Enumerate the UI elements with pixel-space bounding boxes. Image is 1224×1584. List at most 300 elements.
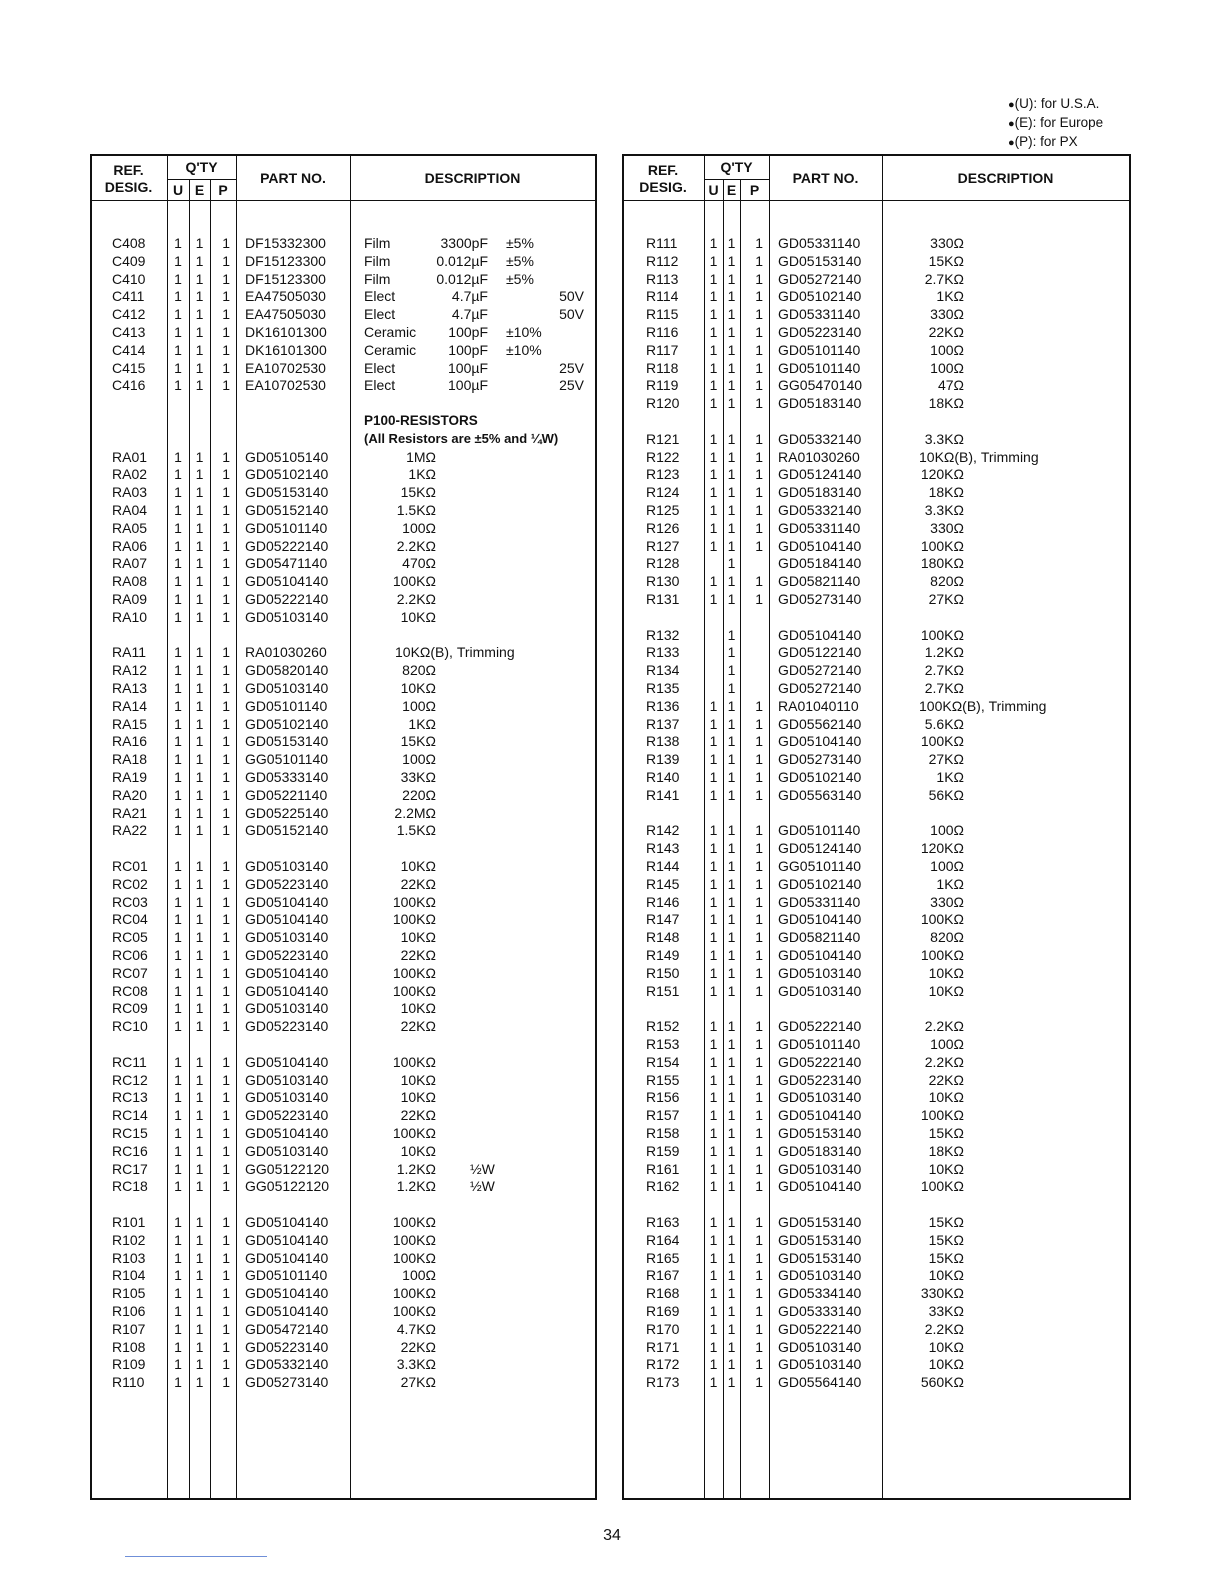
qty-px: 1	[755, 359, 763, 376]
qty-europe: 1	[727, 288, 736, 305]
region-legend	[1008, 95, 1103, 152]
qty-px: 1	[222, 1356, 230, 1373]
description-value: 100Ω	[402, 1267, 436, 1284]
qty-px: 1	[222, 662, 230, 679]
table-row	[92, 483, 595, 501]
ref-designation: R105	[112, 1285, 146, 1302]
qty-europe: 1	[727, 982, 736, 999]
part-number: GD05103140	[778, 1160, 862, 1177]
description-value: 5.6KΩ	[924, 715, 964, 732]
part-number: RA01030260	[245, 644, 327, 661]
section-note: (All Resistors are ±5% and ¼W)	[364, 430, 559, 446]
qty-usa: 1	[174, 1000, 182, 1017]
description-value: 2.7KΩ	[924, 680, 964, 696]
description-value: 1KΩ	[936, 288, 964, 305]
qty-europe: 1	[727, 1320, 736, 1337]
description-value: 120KΩ	[920, 466, 964, 483]
qty-europe: 1	[727, 1036, 736, 1052]
table-row	[624, 661, 1129, 679]
qty-europe: 1	[727, 573, 736, 590]
table-row	[92, 1355, 595, 1373]
header-desig: DESIG.	[104, 179, 153, 195]
header-divider	[624, 200, 1129, 201]
description-value: 10KΩ	[400, 929, 436, 946]
qty-europe: 1	[195, 1125, 204, 1141]
qty-usa: 1	[174, 769, 182, 785]
part-number: EA10702530	[245, 377, 326, 394]
table-row	[624, 839, 1129, 857]
qty-px: 1	[222, 608, 230, 625]
table-row	[92, 1053, 595, 1071]
qty-europe: 1	[195, 1303, 204, 1319]
description-tolerance: ±10%	[506, 341, 542, 358]
table-row	[624, 359, 1129, 377]
part-number: GD05152140	[245, 502, 329, 518]
part-number: GD05103140	[778, 964, 862, 981]
qty-europe: 1	[195, 680, 204, 696]
part-number: GD05103140	[778, 1089, 862, 1106]
table-row	[624, 821, 1129, 839]
part-number: GD05102140	[245, 715, 329, 732]
description-voltage: 25V	[559, 359, 584, 376]
ref-designation: R170	[646, 1320, 680, 1337]
qty-europe: 1	[195, 484, 204, 501]
table-row	[92, 1088, 595, 1106]
footer-rule	[125, 1556, 267, 1557]
qty-europe: 1	[195, 1231, 204, 1248]
table-row	[92, 252, 595, 270]
table-row	[92, 287, 595, 305]
qty-px: 1	[755, 591, 763, 607]
table-row	[92, 732, 595, 750]
table-row	[624, 679, 1129, 697]
ref-designation: RA05	[112, 519, 148, 536]
part-number: GD05222140	[778, 1320, 862, 1337]
qty-usa: 1	[174, 235, 182, 251]
qty-px: 1	[755, 1107, 763, 1124]
qty-usa: 1	[174, 1338, 182, 1355]
description-value: 100KΩ	[392, 1125, 436, 1141]
description-value: 10KΩ	[928, 1267, 964, 1284]
part-number: GD05104140	[245, 1285, 329, 1302]
table-row	[92, 1231, 595, 1249]
part-number: EA47505030	[245, 306, 326, 323]
qty-px: 1	[222, 1285, 230, 1302]
qty-europe: 1	[727, 929, 736, 946]
qty-usa: 1	[174, 662, 182, 679]
table-row	[92, 875, 595, 893]
header-qty: Q'TY	[720, 159, 753, 175]
legend-usa: ● (U): for U.S.A.	[1008, 95, 1103, 114]
qty-usa: 1	[174, 270, 182, 287]
qty-px: 1	[755, 395, 763, 412]
qty-usa: 1	[174, 1356, 182, 1373]
ref-designation: R118	[646, 359, 679, 376]
ref-designation: R134	[646, 662, 680, 679]
qty-europe: 1	[195, 822, 204, 839]
qty-px: 1	[755, 1231, 763, 1248]
ref-designation: RA09	[112, 591, 148, 607]
qty-usa: 1	[174, 555, 182, 572]
qty-px: 1	[222, 1249, 230, 1266]
table-row	[624, 572, 1129, 590]
ref-designation: R133	[646, 644, 680, 661]
ref-designation: R104	[112, 1267, 146, 1284]
description-value: 27KΩ	[928, 751, 964, 768]
description-voltage: 50V	[559, 306, 584, 323]
qty-usa: 1	[709, 573, 718, 590]
qty-usa: 1	[709, 1231, 718, 1248]
header-e: E	[194, 182, 205, 198]
qty-px: 1	[755, 1071, 763, 1088]
ref-designation: RC07	[112, 964, 148, 981]
ref-designation: R162	[646, 1178, 680, 1195]
table-row	[92, 1017, 595, 1035]
ref-designation: RA02	[112, 466, 148, 483]
table-row	[92, 341, 595, 359]
part-number: DF15123300	[245, 252, 326, 269]
qty-europe: 1	[727, 1249, 736, 1266]
qty-px: 1	[222, 448, 230, 465]
description-value: 1KΩ	[936, 769, 964, 785]
qty-usa: 1	[709, 430, 718, 447]
ref-designation: R161	[646, 1160, 680, 1177]
qty-usa: 1	[709, 964, 718, 981]
ref-designation: R142	[646, 822, 680, 839]
qty-usa: 1	[709, 769, 718, 785]
part-number: GD05101140	[778, 1036, 861, 1052]
qty-usa: 1	[174, 1320, 182, 1337]
part-number: GD05222140	[778, 1053, 862, 1070]
ref-designation: RA18	[112, 751, 148, 768]
qty-usa: 1	[709, 591, 718, 607]
table-row	[624, 1177, 1129, 1195]
qty-usa: 1	[174, 1053, 182, 1070]
part-number: GD05102140	[778, 769, 862, 785]
table-row	[624, 1124, 1129, 1142]
description-value: 1.5KΩ	[396, 502, 436, 518]
part-number: GD05103140	[245, 608, 329, 625]
qty-europe: 1	[195, 947, 204, 963]
qty-px: 1	[222, 252, 230, 269]
header-qty: Q'TY	[185, 159, 218, 175]
qty-europe: 1	[727, 786, 736, 803]
qty-usa: 1	[174, 858, 182, 874]
qty-europe: 1	[727, 1338, 736, 1355]
part-number: GD05104140	[245, 964, 329, 981]
qty-px: 1	[222, 1053, 230, 1070]
table-row	[624, 1284, 1129, 1302]
table-row	[92, 999, 595, 1017]
description-value: 100KΩ	[392, 893, 436, 910]
description-value: 10KΩ	[400, 1071, 436, 1088]
qty-usa: 1	[709, 1320, 718, 1337]
table-row	[624, 643, 1129, 661]
qty-usa: 1	[174, 1249, 182, 1266]
qty-europe: 1	[195, 929, 204, 946]
qty-usa: 1	[174, 466, 182, 483]
description-value: 100KΩ	[920, 537, 964, 554]
qty-europe: 1	[727, 1285, 736, 1302]
description-value: 100KΩ	[920, 947, 964, 963]
part-number: GD05222140	[245, 537, 329, 554]
ref-designation: RC03	[112, 893, 148, 910]
part-number: GD05333140	[778, 1303, 862, 1319]
qty-usa: 1	[709, 1338, 718, 1355]
part-number: GD05103140	[245, 1089, 329, 1106]
part-number: GD05221140	[245, 786, 328, 803]
table-row	[624, 1106, 1129, 1124]
ref-designation: R157	[646, 1107, 680, 1124]
description-value: 330Ω	[930, 306, 964, 323]
table-row	[92, 1338, 595, 1356]
qty-px: 1	[222, 1142, 230, 1159]
ref-designation: R171	[646, 1338, 680, 1355]
description-value: 10KΩ	[928, 1160, 964, 1177]
ref-designation: RC09	[112, 1000, 148, 1017]
table-row	[624, 483, 1129, 501]
part-number: GD05183140	[778, 1142, 862, 1159]
part-number: GD05153140	[778, 1249, 862, 1266]
qty-europe: 1	[195, 466, 204, 483]
ref-designation: R111	[646, 235, 678, 251]
qty-usa: 1	[174, 982, 182, 999]
qty-usa: 1	[174, 288, 182, 305]
table-row	[624, 1231, 1129, 1249]
table-row	[92, 661, 595, 679]
qty-px: 1	[222, 324, 230, 340]
table-row	[92, 608, 595, 626]
qty-px: 1	[755, 430, 763, 447]
part-number: GD05272140	[778, 680, 862, 696]
description-value: 100KΩ	[920, 1107, 964, 1124]
qty-europe: 1	[195, 1320, 204, 1337]
description-value: 15KΩ	[400, 484, 436, 501]
description-value: 100µF	[448, 359, 488, 376]
table-row	[92, 1071, 595, 1089]
description-value: 100KΩ	[392, 1285, 436, 1302]
ref-designation: RA11	[112, 644, 146, 661]
part-number: GD05223140	[245, 1338, 329, 1355]
qty-usa: 1	[709, 1285, 718, 1302]
table-row	[92, 946, 595, 964]
qty-europe: 1	[195, 964, 204, 981]
ref-designation: R120	[646, 395, 680, 412]
ref-designation: R126	[646, 519, 680, 536]
qty-px: 1	[755, 715, 763, 732]
table-row	[92, 572, 595, 590]
qty-usa: 1	[174, 537, 182, 554]
qty-px: 1	[222, 929, 230, 946]
qty-europe: 1	[727, 1107, 736, 1124]
ref-designation: R119	[646, 377, 679, 394]
part-number: GD05223140	[245, 875, 329, 892]
ref-designation: R167	[646, 1267, 680, 1284]
table-row	[624, 893, 1129, 911]
part-number: GD05103140	[245, 1000, 329, 1017]
part-number: GD05153140	[245, 484, 329, 501]
description-value: 330KΩ	[920, 1285, 964, 1302]
table-row	[624, 697, 1129, 715]
ref-designation: R112	[646, 252, 679, 269]
qty-usa: 1	[174, 1107, 182, 1124]
qty-px: 1	[755, 893, 763, 910]
ref-designation: R116	[646, 324, 679, 340]
part-number: GD05152140	[245, 822, 329, 839]
part-number: GD05104140	[778, 537, 862, 554]
description-value: 100Ω	[930, 1036, 964, 1052]
ref-designation: RC08	[112, 982, 148, 999]
qty-europe: 1	[727, 395, 736, 412]
ref-designation: R147	[646, 911, 680, 928]
description-value: 10KΩ	[928, 964, 964, 981]
header-part-no: PART NO.	[792, 170, 859, 186]
part-number: GD05102140	[778, 875, 862, 892]
qty-px: 1	[222, 341, 230, 358]
ref-designation: RA07	[112, 555, 148, 572]
qty-px: 1	[222, 1107, 230, 1124]
ref-designation: R136	[646, 697, 680, 714]
qty-usa: 1	[174, 715, 182, 732]
ref-designation: R101	[112, 1214, 146, 1230]
qty-usa: 1	[709, 1356, 718, 1373]
table-row	[92, 1302, 595, 1320]
description-value: 100Ω	[402, 751, 436, 768]
part-number: GD05104140	[245, 1214, 329, 1230]
ref-designation: R140	[646, 769, 680, 785]
description-value: 27KΩ	[928, 591, 964, 607]
ref-designation: C412	[112, 306, 146, 323]
qty-px: 1	[222, 1071, 230, 1088]
ref-designation: R132	[646, 626, 680, 643]
qty-usa: 1	[174, 893, 182, 910]
ref-designation: RC06	[112, 947, 148, 963]
qty-px: 1	[222, 697, 230, 714]
description-value: 3.3KΩ	[924, 502, 964, 518]
description-value: 180KΩ	[920, 555, 964, 572]
ref-designation: R108	[112, 1338, 146, 1355]
description-value: 18KΩ	[928, 395, 964, 412]
description-value: 15KΩ	[928, 1231, 964, 1248]
qty-europe: 1	[195, 1285, 204, 1302]
description-value: 3.3KΩ	[924, 430, 964, 447]
table-row	[92, 857, 595, 875]
ref-designation: R121	[646, 430, 680, 447]
qty-px: 1	[222, 1089, 230, 1106]
description-value: 2.7KΩ	[924, 662, 964, 679]
part-number: GD05332140	[778, 430, 862, 447]
ref-designation: R141	[646, 786, 680, 803]
table-row	[624, 252, 1129, 270]
header-u: U	[172, 182, 184, 198]
table-row	[92, 768, 595, 786]
table-row	[624, 590, 1129, 608]
qty-usa: 1	[174, 519, 182, 536]
description-value: 1MΩ	[406, 448, 436, 465]
qty-europe: 1	[195, 573, 204, 590]
qty-usa: 1	[174, 786, 182, 803]
description-value: 15KΩ	[928, 252, 964, 269]
part-number: GG05122120	[245, 1178, 330, 1195]
qty-europe: 1	[195, 786, 204, 803]
part-number: GD05104140	[245, 893, 329, 910]
description-value: 100KΩ	[392, 1214, 436, 1230]
qty-usa: 1	[709, 822, 718, 839]
ref-designation: R145	[646, 875, 680, 892]
description-tolerance: ±5%	[506, 252, 534, 269]
ref-designation: RC05	[112, 929, 148, 946]
description-value: 10KΩ	[400, 1089, 436, 1106]
legend-px: ● (P): for PX	[1008, 133, 1103, 152]
table-row	[92, 1213, 595, 1231]
qty-usa: 1	[709, 235, 718, 251]
table-row	[92, 448, 595, 466]
description-value: 4.7µF	[451, 306, 488, 323]
table-row	[624, 1373, 1129, 1391]
qty-europe: 1	[727, 840, 736, 857]
ref-designation: R143	[646, 840, 680, 857]
qty-usa: 1	[174, 1142, 182, 1159]
qty-px: 1	[222, 1320, 230, 1337]
qty-europe: 1	[195, 1160, 204, 1177]
part-number: GD05273140	[778, 591, 862, 607]
ref-designation: RA04	[112, 502, 148, 518]
part-number: GD05101140	[245, 519, 328, 536]
qty-europe: 1	[195, 662, 204, 679]
description-value: 100KΩ	[392, 1249, 436, 1266]
qty-europe: 1	[195, 591, 204, 607]
table-row	[92, 750, 595, 768]
qty-px: 1	[755, 982, 763, 999]
ref-designation: R168	[646, 1285, 680, 1302]
qty-usa: 1	[709, 324, 718, 340]
qty-px: 1	[222, 751, 230, 768]
header-u: U	[708, 182, 719, 198]
part-number: GG05101140	[245, 751, 329, 768]
qty-europe: 1	[195, 502, 204, 518]
qty-px: 1	[755, 1018, 763, 1035]
qty-usa: 1	[709, 1107, 718, 1124]
table-row	[624, 768, 1129, 786]
ref-designation: R138	[646, 733, 680, 750]
qty-usa: 1	[174, 591, 182, 607]
table-row	[624, 946, 1129, 964]
qty-usa: 1	[709, 270, 718, 287]
description-tolerance: ±10%	[506, 324, 542, 340]
description-value: 220Ω	[402, 786, 436, 803]
qty-europe: 1	[727, 235, 736, 251]
qty-usa: 1	[174, 644, 182, 661]
table-row	[92, 928, 595, 946]
qty-europe: 1	[727, 644, 736, 661]
qty-usa: 1	[709, 982, 718, 999]
description-value: 820Ω	[402, 662, 436, 679]
part-number: GD05104140	[245, 1053, 329, 1070]
description-type: Elect	[364, 288, 396, 305]
qty-europe: 1	[195, 875, 204, 892]
part-number: GD05153140	[245, 733, 329, 750]
header-p: P	[749, 182, 760, 198]
qty-usa: 1	[709, 1071, 718, 1088]
ref-designation: C410	[112, 270, 146, 287]
description-value: 2.2KΩ	[924, 1053, 964, 1070]
qty-usa: 1	[174, 1303, 182, 1319]
qty-europe: 1	[727, 537, 736, 554]
description-value: 10KΩ	[400, 858, 436, 874]
description-value: 100pF	[448, 341, 488, 358]
description-type: Elect	[364, 377, 396, 394]
description-value: 18KΩ	[928, 484, 964, 501]
